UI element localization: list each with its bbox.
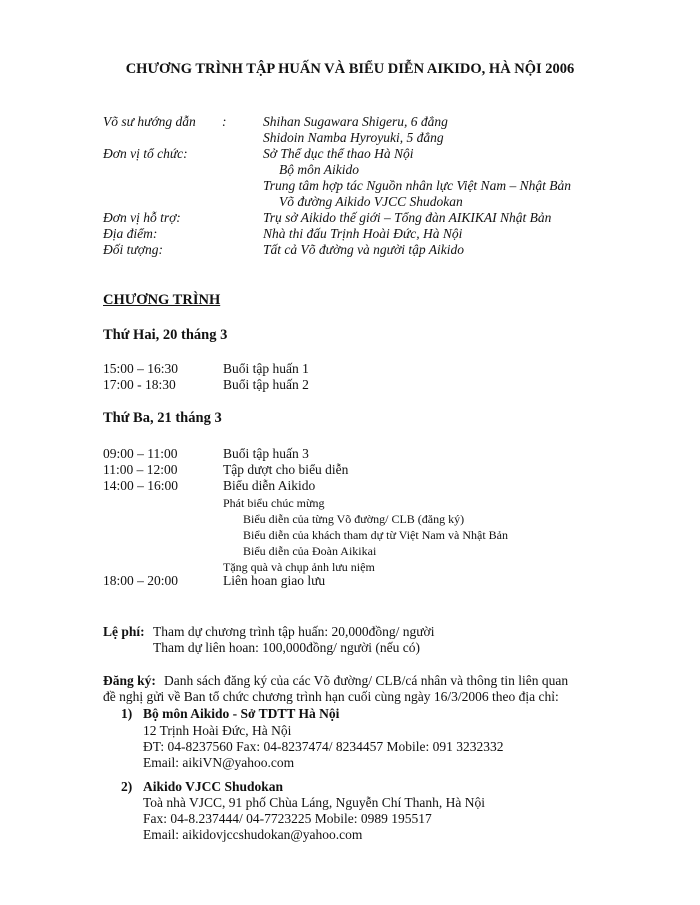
fee-label: Lệ phí:: [103, 624, 145, 639]
register-label: Đăng ký:: [103, 673, 156, 688]
audience-label: Đối tượng:: [103, 242, 163, 257]
day1-activity-1: Buổi tập huấn 1: [223, 361, 309, 376]
contact-1-name: Bộ môn Aikido - Sở TDTT Hà Nội: [143, 706, 340, 721]
day2-sub-3: Biểu diễn của khách tham dự từ Việt Nam và Nhật Bản: [243, 528, 508, 542]
document-title: CHƯƠNG TRÌNH TẬP HUẤN VÀ BIỂU DIỄN AIKIDO, HÀ NỘI 2006: [125, 61, 575, 77]
organizer-2: Bộ môn Aikido: [279, 162, 359, 177]
day1-time-1: 15:00 – 16:30: [103, 361, 179, 376]
instructor-2: Shidoin Namba Hyroyuki, 5 đẳng: [263, 130, 444, 145]
day2-sub-4: Biểu diễn của Đoàn Aikikai: [243, 544, 377, 558]
contact-1-phones: ĐT: 04-8237560 Fax: 04-8237474/ 8234457 Mobile: 091 3232332: [143, 739, 504, 754]
day2-activity-2: Tập dượt cho biểu diễn: [223, 462, 349, 477]
instructor-1: Shihan Sugawara Shigeru, 6 đẳng: [263, 114, 448, 129]
day2-sub-5: Tặng quà và chụp ảnh lưu niệm: [223, 560, 375, 574]
day2-sub-2: Biểu diễn của từng Võ đường/ CLB (đăng ký): [243, 512, 465, 526]
fee-line-1: Tham dự chương trình tập huấn: 20,000đồng/ người: [153, 624, 435, 639]
day1-heading: Thứ Hai, 20 tháng 3: [103, 327, 228, 343]
venue-label: Địa điểm:: [103, 226, 158, 241]
contact-2-address: Toà nhà VJCC, 91 phố Chùa Láng, Nguyễn Chí Thanh, Hà Nội: [143, 795, 486, 810]
organizer-3: Trung tâm hợp tác Nguồn nhân lực Việt Nam – Nhật Bản: [263, 178, 571, 193]
register-text-2: đề nghị gửi về Ban tổ chức chương trình hạn cuối cùng ngày 16/3/2006 theo địa chỉ:: [103, 689, 559, 704]
program-heading: CHƯƠNG TRÌNH: [103, 292, 221, 308]
contact-2-number: 2): [121, 779, 133, 794]
day1-time-2: 17:00 - 18:30: [103, 377, 176, 392]
organizer-4: Võ đường Aikido VJCC Shudokan: [279, 194, 463, 209]
day2-time-last: 18:00 – 20:00: [103, 573, 179, 588]
support-label: Đơn vị hỗ trợ:: [103, 210, 181, 225]
organizer-1: Sở Thể dục thể thao Hà Nội: [263, 146, 414, 161]
venue-value: Nhà thi đấu Trịnh Hoài Đức, Hà Nội: [263, 226, 463, 241]
day2-sub-1: Phát biểu chúc mừng: [223, 496, 325, 510]
contact-2-phones: Fax: 04-8.237444/ 04-7723225 Mobile: 0989 195517: [143, 811, 432, 826]
contact-2-name: Aikido VJCC Shudokan: [143, 779, 284, 794]
day2-time-1: 09:00 – 11:00: [103, 446, 178, 461]
day2-activity-3: Biểu diễn Aikido: [223, 478, 316, 493]
organizer-label: Đơn vị tổ chức:: [103, 146, 188, 161]
day2-time-3: 14:00 – 16:00: [103, 478, 179, 493]
contact-1-email[interactable]: Email: aikiVN@yahoo.com: [143, 755, 295, 770]
register-text-1: Danh sách đăng ký của các Võ đường/ CLB/cá nhân và thông tin liên quan: [164, 673, 569, 688]
day2-activity-last: Liên hoan giao lưu: [223, 573, 326, 588]
day2-heading: Thứ Ba, 21 tháng 3: [103, 410, 222, 426]
instructor-label: Võ sư hướng dẫn: [103, 114, 196, 129]
contact-1-number: 1): [121, 706, 133, 721]
day1-activity-2: Buổi tập huấn 2: [223, 377, 309, 392]
day2-time-2: 11:00 – 12:00: [103, 462, 178, 477]
contact-1-address: 12 Trịnh Hoài Đức, Hà Nội: [143, 723, 292, 738]
support-value: Trụ sở Aikido thế giới – Tổng đàn AIKIKAI Nhật Bản: [263, 210, 552, 225]
audience-value: Tất cả Võ đường và người tập Aikido: [263, 242, 464, 257]
instructor-colon: :: [222, 114, 227, 129]
fee-line-2: Tham dự liên hoan: 100,000đồng/ người (nếu có): [153, 640, 420, 655]
day2-activity-1: Buổi tập huấn 3: [223, 446, 309, 461]
contact-2-email[interactable]: Email: aikidovjccshudokan@yahoo.com: [143, 827, 363, 842]
